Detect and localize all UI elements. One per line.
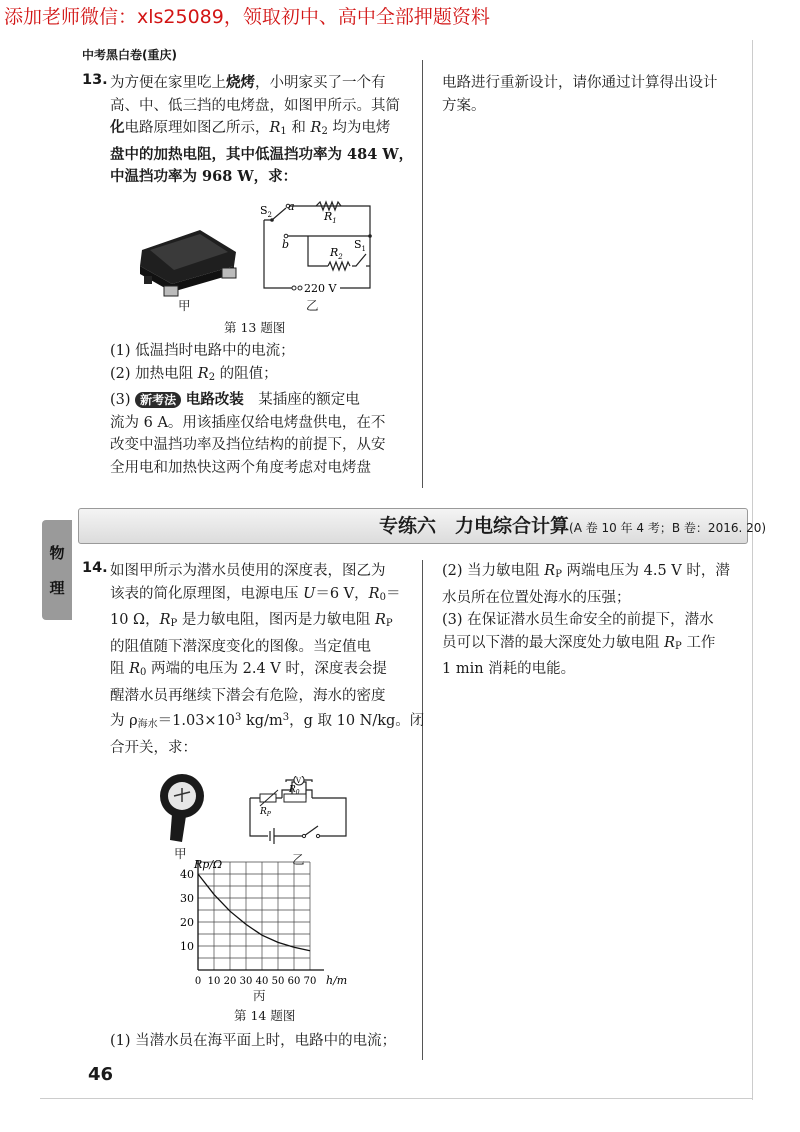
chart-x-tick-label: 60 (287, 976, 301, 987)
chart-x-axis-label: h/m (326, 974, 348, 987)
node-a-label: a (288, 200, 295, 213)
r1-label: $R_1$ (324, 210, 337, 225)
chart-x-tick-label: 30 (239, 976, 253, 987)
q14-stem: 如图甲所示为潜水员使用的深度表，图乙为 该表的简化原理图，电源电压 U＝6 V，$R_0=$ 10 Ω，$R_P$ 是力敏电阻，图丙是力敏电阻 $R_P$ 的阻值随下潜深度变化的图像。当定值电 阻 $R_0$ 两端的电压为 2.4 V 时，深度表会提 醒潜水员再继续下潜会有危险，海水的密度 为 $\rho_{海水}=1.03\times 10^3$ $kg/m^3$，g 取 10 N/kg。闭 合开关，求： (110, 563, 425, 756)
q14-fig-label-bing: 丙 (253, 988, 266, 1003)
q14-fig-caption: 第 14 题图 (234, 1008, 296, 1023)
page-bottom-rule (40, 1098, 752, 1099)
s2-label: $S_2$ (260, 204, 273, 219)
q13-fig-label-jia: 甲 (178, 298, 191, 313)
voltage-label: 220 V (304, 282, 337, 295)
chart-x-tick-label: 50 (271, 976, 285, 987)
chart-y-tick-label: 40 (180, 868, 194, 881)
q13-stem: 为方便在家里吃上烧烤，小明家买了一个有 高、中、低三挡的电烤盘，如图甲所示。其简 化电路原理如图乙所示，$R_1$ 和 $R_2$ 均为电烤 盘中的加热电阻，其中低温挡功率为 484 W， 中温挡功率为 968 W，求： (110, 74, 414, 185)
q13-circuit-diagram (258, 196, 388, 296)
chart-y-tick-label: 30 (180, 892, 194, 905)
rp-depth-chart (166, 858, 366, 994)
chart-x-tick-label: 20 (223, 976, 237, 987)
grill-illustration (130, 222, 245, 302)
new-method-badge: 新考法 (135, 392, 181, 408)
s1-label: $S_1$ (354, 238, 367, 253)
node-b-label: b (282, 238, 290, 251)
q13-fig-caption: 第 13 题图 (224, 320, 286, 335)
subject-side-tab: 物 理 (42, 520, 72, 620)
page-edge-rule (752, 40, 753, 1100)
q14-fig-label-jia: 甲 (174, 846, 187, 861)
q14-number: 14. (82, 560, 108, 576)
chart-y-tick-label: 10 (180, 940, 194, 953)
q14-subquestions-right: (2) 当力敏电阻 $R_P$ 两端电压为 4.5 V 时，潜 水员所在位置处海水的压强； (3) 在保证潜水员生命安全的前提下，潜水 员可以下潜的最大深度处力敏电阻 $R_P$ 工作 1 min 消耗的电能。 (442, 563, 730, 677)
depth-gauge-illustration (156, 772, 216, 848)
column-divider-top (422, 60, 423, 488)
rp-label: $R_P$ (260, 807, 271, 818)
watermark-banner: 添加老师微信：xls25089，领取初中、高中全部押题资料 (4, 6, 490, 28)
voltmeter-label: V (296, 777, 302, 785)
q14-fig-label-yi: 乙 (292, 852, 305, 867)
q13-continuation: 电路进行重新设计，请你通过计算得出设计 方案。 (442, 75, 718, 114)
q13-subquestions: (1) 低温挡时电路中的电流； (2) 加热电阻 $R_2$ 的阻值； (3) 新考法 电路改装 某插座的额定电 流为 6 A。用该插座仅给电烤盘供电，在不 改变中温挡功率及挡位结构的前提下，从安 全用电和加热快这两个角度考虑对电烤盘 (110, 343, 386, 476)
section-title: 专练六 力电综合计算(A 卷 10 年 4 考；B 卷：2016. 20) (379, 515, 767, 537)
chart-series-line-rp (198, 874, 310, 951)
q14-circuit-diagram (246, 776, 356, 848)
q13-number: 13. (82, 72, 108, 88)
chart-x-tick-label: 40 (255, 976, 269, 987)
page-number: 46 (88, 1064, 114, 1085)
q14-sub1: (1) 当潜水员在海平面上时，电路中的电流； (110, 1033, 397, 1049)
q13-fig-label-yi: 乙 (306, 298, 319, 313)
chart-x-tick-label: 10 (207, 976, 221, 987)
chart-y-tick-label: 20 (180, 916, 194, 929)
chart-x-tick-label: 0 (194, 976, 202, 987)
chart-y-axis-label: Rp/Ω (194, 858, 223, 871)
section-header-bar (78, 508, 767, 544)
chart-x-tick-label: 70 (303, 976, 317, 987)
r2-label: $R_2$ (330, 246, 343, 261)
r0-label: $R_0$ (289, 785, 300, 796)
running-header: 中考黑白卷(重庆) (82, 48, 177, 62)
